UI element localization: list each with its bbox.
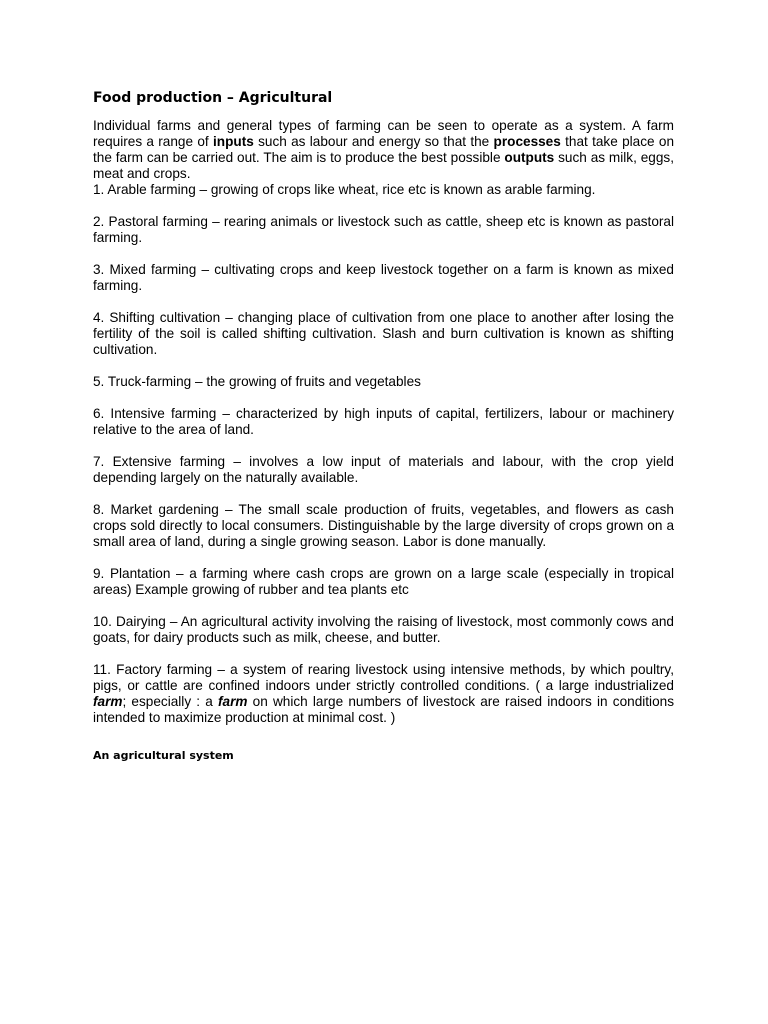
farming-type-factory: [93, 662, 674, 726]
intro-paragraph: [93, 118, 674, 182]
farming-type-plantation: 9. Plantation – a farming where cash crops are grown on a large scale (especially in tropical areas) Example growing of rubber and tea plants etc: [93, 566, 674, 597]
farming-type-intensive: 6. Intensive farming – characterized by high inputs of capital, fertilizers, labour or machinery relative to the area of land.: [93, 406, 674, 437]
farming-type-dairying: 10. Dairying – An agricultural activity involving the raising of livestock, most commonly cows and goats, for dairy products such as milk, cheese, and butter.: [93, 614, 674, 645]
document-title: Food production – Agricultural: [93, 90, 333, 106]
farming-type-extensive: 7. Extensive farming – involves a low input of materials and labour, with the crop yield depending largely on the naturally available.: [93, 454, 674, 485]
agricultural-system-heading: An agricultural system: [93, 749, 234, 762]
document-page: [93, 88, 674, 764]
factory-text-1: 11. Factory farming – a system of rearing livestock using intensive methods, by which poultry, pigs, or cattle are confined indoors under strictly controlled conditions. ( a large industrialized: [93, 662, 674, 693]
factory-text-3: on which large numbers of livestock are raised indoors in conditions intended to maximize production at minimal cost. ): [93, 694, 674, 725]
farming-type-market-gardening: 8. Market gardening – The small scale production of fruits, vegetables, and flowers as cash crops sold directly to local consumers. Distinguishable by the large diversity of crops grown on a small area of land, during a single growing season. Labor is done manually.: [93, 502, 674, 549]
farming-type-truck: 5. Truck-farming – the growing of fruits and vegetables: [93, 374, 421, 389]
intro-text-4: such as milk, eggs, meat and crops.: [93, 150, 674, 181]
factory-text-2: ; especially : a: [122, 694, 219, 709]
farming-type-pastoral: 2. Pastoral farming – rearing animals or livestock such as cattle, sheep etc is known as pastoral farming.: [93, 214, 674, 245]
farming-type-mixed: 3. Mixed farming – cultivating crops and keep livestock together on a farm is known as mixed farming.: [93, 262, 674, 293]
farming-type-shifting: 4. Shifting cultivation – changing place of cultivation from one place to another after losing the fertility of the soil is called shifting cultivation. Slash and burn cultivation is known as shifting cultivation.: [93, 310, 674, 357]
intro-text-2: such as labour and energy so that the: [253, 134, 494, 149]
farming-type-arable: 1. Arable farming – growing of crops like wheat, rice etc is known as arable farming.: [93, 182, 596, 197]
farm-term-2: farm: [218, 694, 248, 709]
inputs-term: inputs: [213, 134, 254, 149]
farm-term-1: farm: [93, 694, 123, 709]
intro-text-3: that take place on the farm can be carried out. The aim is to produce the best possible: [93, 134, 675, 165]
outputs-term: outputs: [504, 150, 555, 165]
processes-term: processes: [493, 134, 561, 149]
intro-text-1: Individual farms and general types of farming can be seen to operate as a system. A farm requires a range of: [93, 118, 674, 149]
